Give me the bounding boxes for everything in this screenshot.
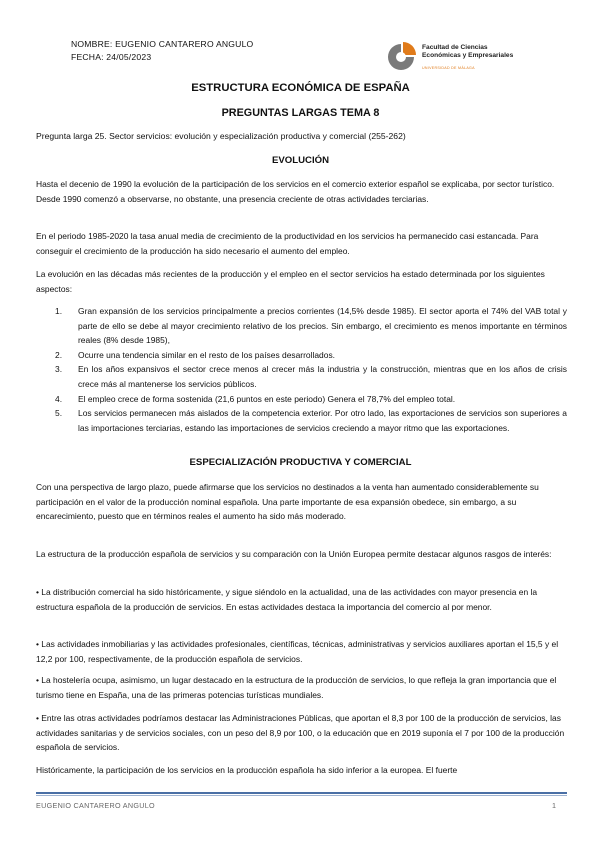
list-item: 2. Ocurre una tendencia similar en el resto de los países desarrollados. <box>55 349 336 360</box>
logo-subtitle: UNIVERSIDAD DE MÁLAGA <box>422 66 475 70</box>
faculty-logo <box>384 40 534 78</box>
bullet-paragraph: • La distribución comercial ha sido históricamente, y sigue siéndolo en la actualidad, una de las actividades con mayor presencia en la estructura española de la producción de servicios. En estas actividades destaca la importancia del comercio al por menor. <box>36 587 538 612</box>
bullet-paragraph: • La hostelería ocupa, asimismo, un lugar destacado en la estructura de la producción de servicios, lo que refleja la gran importancia que el turismo tiene en España, una de las primeras potencias turísticas mundiales. <box>36 675 557 700</box>
list-item: 3. En los años expansivos el sector crece menos al crecer más la industria y la construcción, mientras que en los años de crisis crece más al mantenerse los servicios públicos. <box>55 364 567 389</box>
student-name: NOMBRE: EUGENIO CANTARERO ANGULO <box>71 39 254 49</box>
list-item: 4. El empleo crece de forma sostenida (21,6 puntos en este periodo) Genera el 78,7% del empleo total. <box>55 393 456 404</box>
footer-divider-thin <box>36 795 567 796</box>
list-item: 5. Los servicios permanecen más aislados de la competencia exterior. Por otro lado, las exportaciones de servicios son superiores a las importaciones terciarias, estando las importaciones de servicios creciendo a mayor ritmo que las exportaciones. <box>55 408 567 433</box>
document-subtitle: PREGUNTAS LARGAS TEMA 8 <box>221 107 380 119</box>
faculty-logo-mark-icon <box>384 42 418 72</box>
paragraph: Históricamente, la participación de los servicios en la producción española ha sido inferior a la europea. El fuerte <box>36 765 458 775</box>
paragraph: En el periodo 1985-2020 la tasa anual media de crecimiento de la productividad en los servicios ha permanecido casi estancada. Para conseguir el crecimiento de la producción ha sido necesario el aumento del empleo. <box>36 231 539 256</box>
header-info <box>71 38 253 64</box>
paragraph: Hasta el decenio de 1990 la evolución de la participación de los servicios en el comercio exterior español se explicaba, por sector turístico. Desde 1990 comenzó a observarse, no obstante, una presencia creciente de otras actividades terciarias. <box>36 179 555 204</box>
paragraph: Con una perspectiva de largo plazo, puede afirmarse que los servicios no destinados a la venta han aumentado considerablemente su participación en el valor de la producción nominal española. Una parte importante de esa expansión obedece, sin embargo, a su encarecimiento, puesto que en términos reales el aumento ha sido más moderado. <box>36 482 539 522</box>
logo-text: Facultad de Ciencias Económicas y Empresariales <box>422 44 514 59</box>
document-title: ESTRUCTURA ECONÓMICA DE ESPAÑA <box>191 82 410 94</box>
footer-author: EUGENIO CANTARERO ANGULO <box>36 801 155 810</box>
section-heading-especializacion: ESPECIALIZACIÓN PRODUCTIVA Y COMERCIAL <box>189 457 412 468</box>
list-item: 1. Gran expansión de los servicios principalmente a precios corrientes (14,5% desde 1985). El sector aporta el 74% del VAB total y parte de ello se debe al mayor crecimiento relativo de los precios. Sin embargo, el crecimiento es menos importante en términos reales (8% desde 1985), <box>55 306 567 346</box>
page-number: 1 <box>552 801 556 810</box>
aspects-list <box>36 304 567 435</box>
paragraph: La estructura de la producción española de servicios y su comparación con la Unión Europea permite destacar algunos rasgos de interés: <box>36 549 552 559</box>
section-heading-evolucion: EVOLUCIÓN <box>271 155 330 166</box>
paragraph: La evolución en las décadas más recientes de la producción y el empleo en el sector servicios ha estado determinada por los siguientes aspectos: <box>36 269 545 294</box>
footer-divider <box>36 792 567 794</box>
bullet-paragraph: • Las actividades inmobiliarias y las actividades profesionales, científicas, técnicas, administrativas y servicios auxiliares aportan el 15,5 y el 12,2 por 100, respectivamente, de la producción española de servicios. <box>36 639 559 664</box>
question-heading: Pregunta larga 25. Sector servicios: evolución y especialización productiva y comercial (255-262) <box>36 131 406 141</box>
bullet-paragraph: • Entre las otras actividades podríamos destacar las Administraciones Públicas, que aportan el 8,3 por 100 de la producción de servicios, las actividades sanitarias y de servicios sociales, con un peso del 8,9 por 100, o la educación que en 2019 suponía el 7 por 100 de la producción española de servicios. <box>36 713 565 753</box>
date: FECHA: 24/05/2023 <box>71 52 152 62</box>
